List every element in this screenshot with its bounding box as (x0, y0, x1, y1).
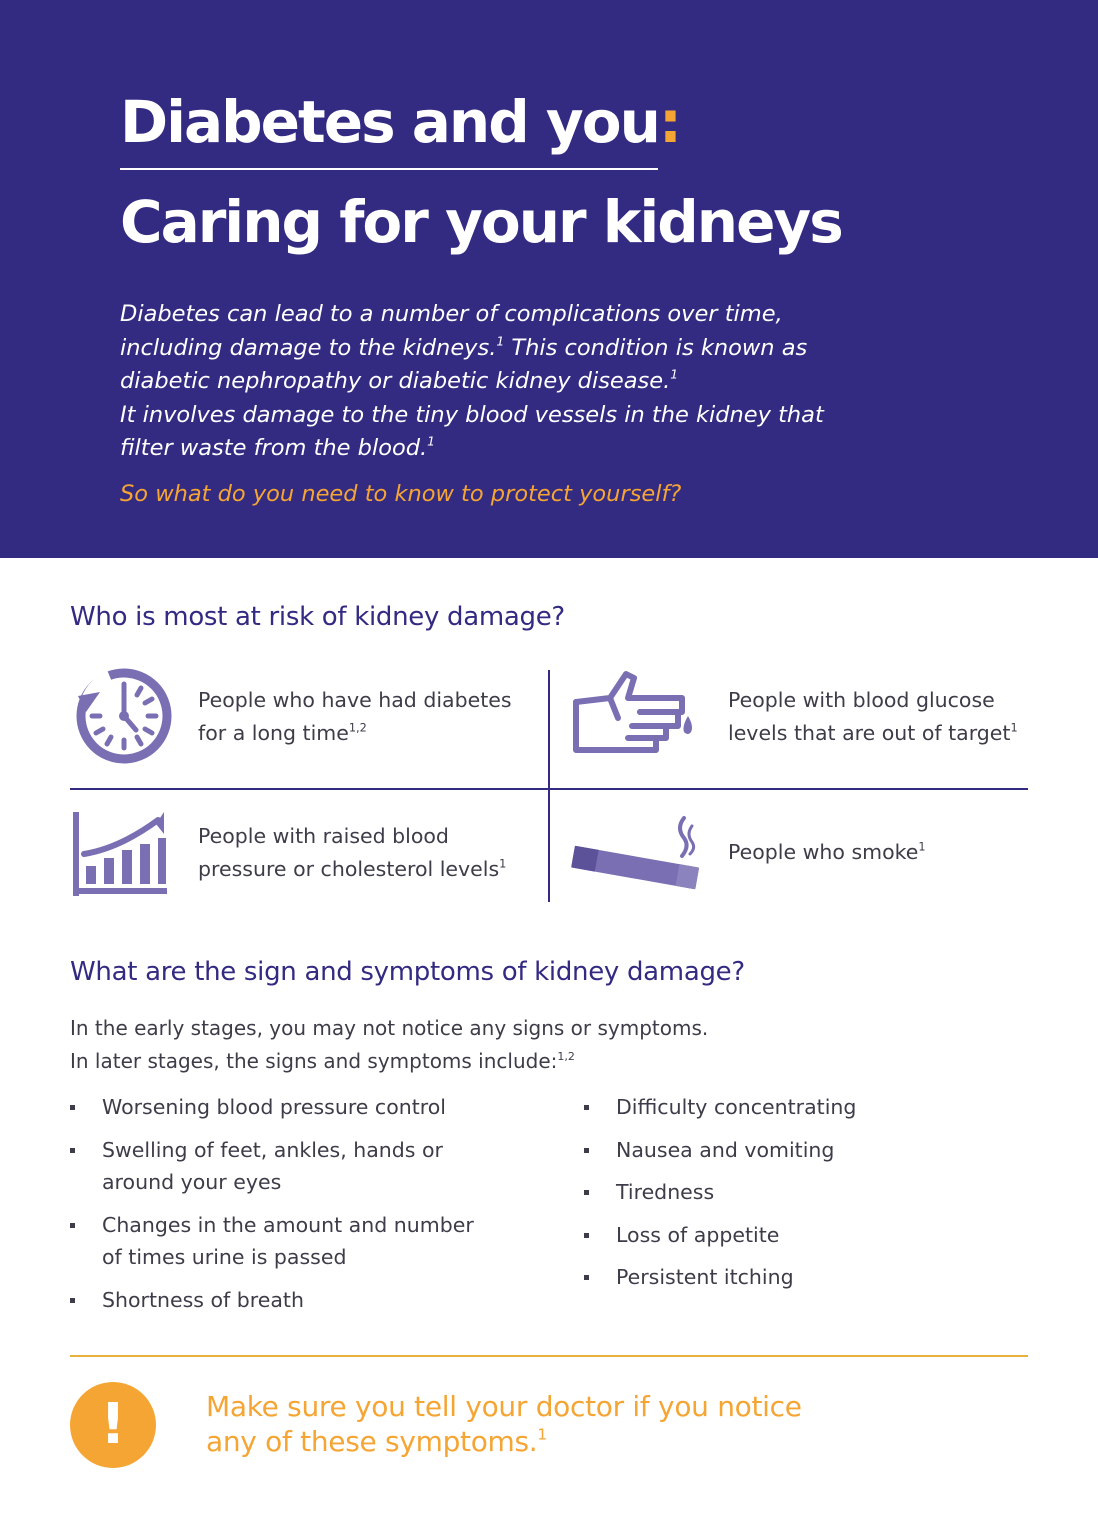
intro-paragraph: Diabetes can lead to a number of complications over time, including damage to the kidneys.$^1$ This condition is known as diabetic nephropathy or diabetic kidney disease.$^1$ It involves damage to the tiny blood vessels in the kidney that filter waste from the blood.$^1$ (120, 301, 824, 462)
rising-chart-icon (70, 808, 170, 896)
bullet-icon (584, 1275, 589, 1280)
risk-grid-horizontal-divider (70, 788, 1028, 790)
list-item: Difficulty concentrating (584, 1091, 1024, 1124)
bullet-icon (584, 1105, 589, 1110)
list-item: Swelling of feet, ankles, hands or around your eyes (70, 1134, 500, 1199)
header-banner (0, 0, 1098, 558)
clock-icon (70, 662, 176, 768)
exclamation-icon: ! (70, 1382, 156, 1468)
list-item: Persistent itching (584, 1261, 1024, 1294)
list-item: Changes in the amount and number of times urine is passed (70, 1209, 500, 1274)
symptoms-heading: What are the sign and symptoms of kidney damage? (70, 957, 745, 987)
bullet-icon (70, 1148, 75, 1153)
risk-item-glucose: People with blood glucose levels that are out of target$^1$ (728, 688, 1018, 745)
risk-item-blood-pressure: People with raised blood pressure or cholesterol levels$^1$ (198, 824, 507, 881)
list-item: Tiredness (584, 1176, 1024, 1209)
list-item: Loss of appetite (584, 1219, 1024, 1252)
bullet-icon (70, 1298, 75, 1303)
alert-message: Make sure you tell your doctor if you notice any of these symptoms.$^1$ (206, 1390, 802, 1458)
bullet-icon (70, 1223, 75, 1228)
title-colon: : (658, 88, 681, 156)
section-divider (70, 1355, 1028, 1357)
risk-heading: Who is most at risk of kidney damage? (70, 602, 565, 632)
bullet-icon (584, 1190, 589, 1195)
symptoms-list-left (70, 1091, 500, 1326)
risk-item-smoking: People who smoke$^1$ (728, 840, 926, 864)
title-line-2: Caring for your kidneys (120, 188, 842, 256)
finger-prick-icon (570, 668, 694, 758)
list-item: Worsening blood pressure control (70, 1091, 500, 1124)
symptoms-intro: In the early stages, you may not notice any signs or symptoms. In later stages, the signs and symptoms include:$^{1,2}$ (70, 1016, 709, 1073)
bullet-icon (584, 1233, 589, 1238)
list-item: Nausea and vomiting (584, 1134, 1024, 1167)
risk-item-long-duration: People who have had diabetes for a long time$^{1,2}$ (198, 688, 512, 745)
risk-grid-vertical-divider (548, 670, 550, 902)
cigarette-icon (568, 812, 702, 892)
symptoms-list-right (584, 1091, 1024, 1304)
bullet-icon (584, 1148, 589, 1153)
bullet-icon (70, 1105, 75, 1110)
intro-question: So what do you need to know to protect yourself? (120, 481, 682, 507)
title-divider (120, 168, 658, 170)
title-line-1: Diabetes and you: (120, 88, 681, 156)
list-item: Shortness of breath (70, 1284, 500, 1317)
